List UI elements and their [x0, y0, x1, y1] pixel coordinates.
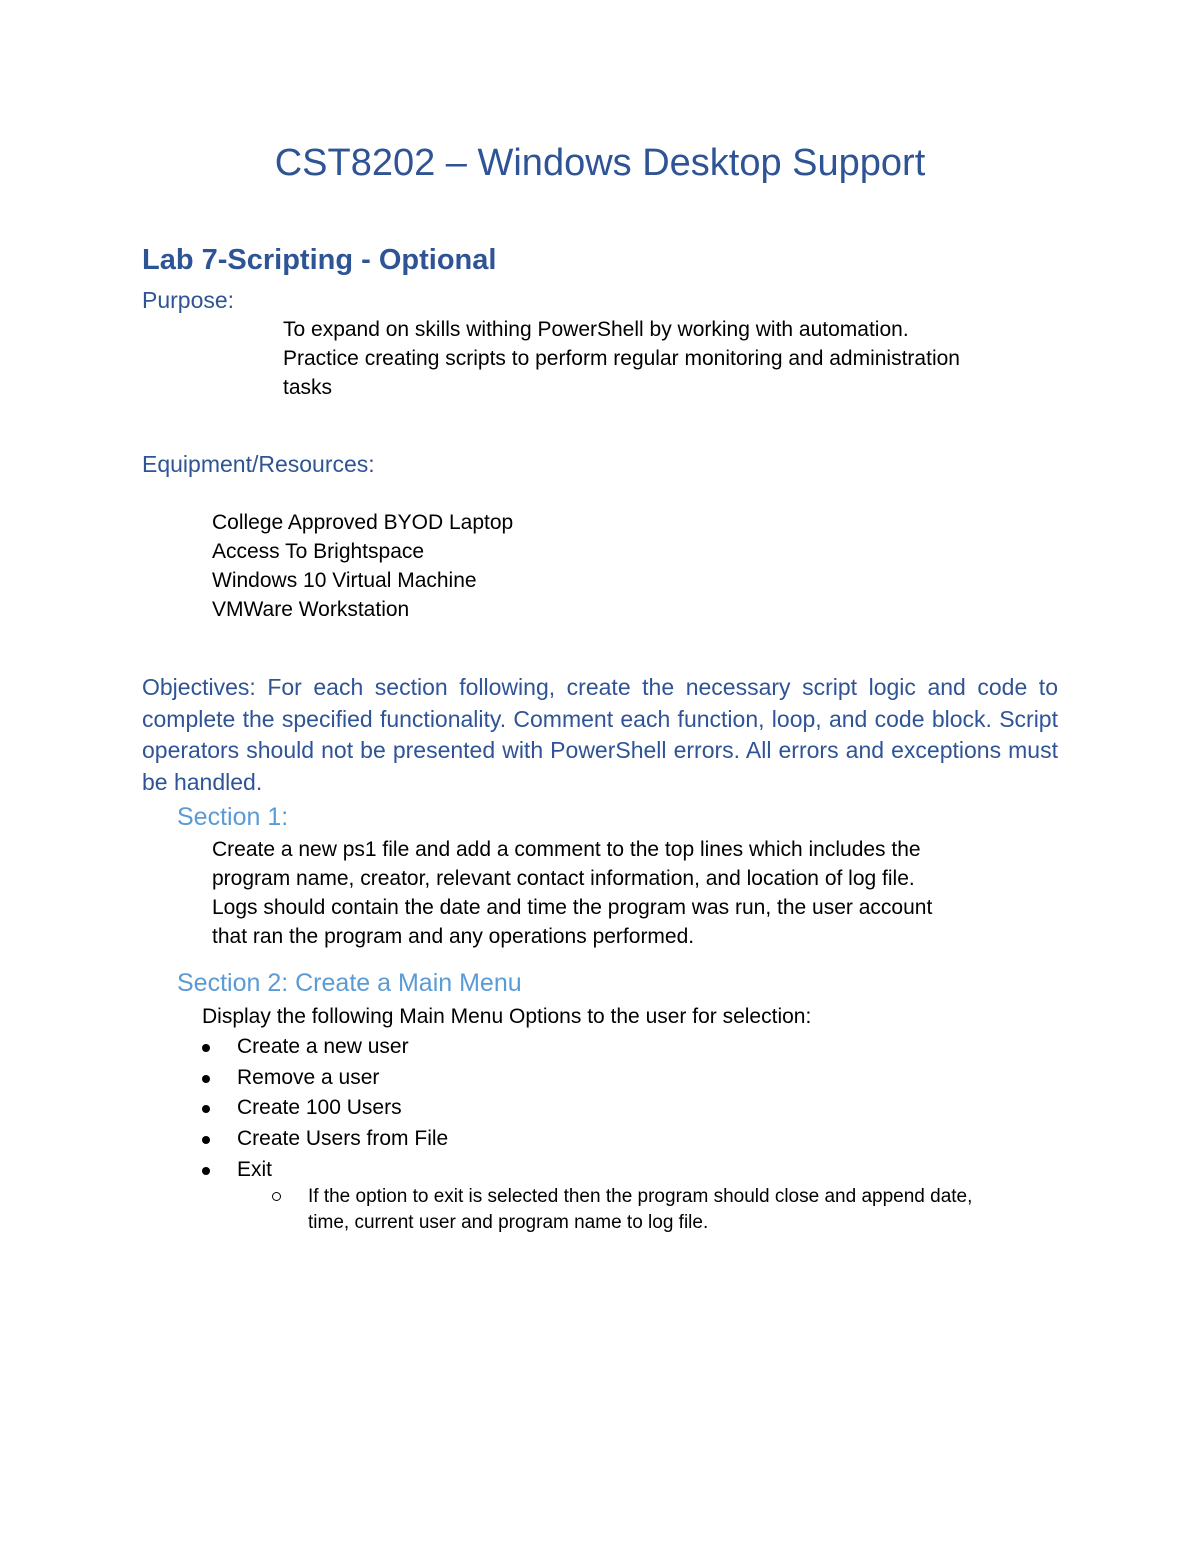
- menu-option-label: Remove a user: [237, 1065, 380, 1089]
- menu-option-label: Create Users from File: [237, 1127, 449, 1151]
- document-title: CST8202 – Windows Desktop Support: [274, 142, 926, 184]
- bullet-icon: [202, 1167, 210, 1175]
- objectives-paragraph: Objectives: For each section following, create the necessary script logic and code to complete the specified functionality. Comment each function, loop, and code block. Script operators should not be presented with PowerShell errors. All errors and exceptions must be handled.: [142, 674, 1058, 795]
- section-1-line: program name, creator, relevant contact information, and location of log file.: [212, 867, 915, 890]
- hollow-bullet-icon: [272, 1192, 281, 1201]
- equipment-item: Access To Brightspace: [212, 540, 425, 563]
- purpose-text: [283, 315, 960, 402]
- list-item: [198, 1063, 448, 1094]
- lab-heading: Lab 7-Scripting - Optional: [142, 244, 497, 276]
- equipment-item: VMWare Workstation: [212, 598, 410, 621]
- bullet-icon: [202, 1044, 210, 1052]
- bullet-icon: [202, 1075, 210, 1083]
- equipment-label: Equipment/Resources:: [142, 451, 375, 477]
- list-item: [198, 1032, 448, 1063]
- section-2-intro: Display the following Main Menu Options to the user for selection:: [202, 1005, 812, 1028]
- section-1-line: that ran the program and any operations performed.: [212, 925, 695, 948]
- exit-note: [308, 1184, 1068, 1236]
- section-2-heading: Section 2: Create a Main Menu: [177, 969, 522, 997]
- list-item: [198, 1124, 448, 1155]
- purpose-line: Practice creating scripts to perform regular monitoring and administration: [283, 347, 960, 370]
- equipment-item: College Approved BYOD Laptop: [212, 511, 514, 534]
- purpose-label: Purpose:: [142, 287, 235, 313]
- bullet-icon: [202, 1136, 210, 1144]
- section-1-line: Logs should contain the date and time the program was run, the user account: [212, 896, 933, 919]
- bullet-icon: [202, 1105, 210, 1113]
- purpose-line: tasks: [283, 376, 333, 399]
- section-1-line: Create a new ps1 file and add a comment to the top lines which includes the: [212, 838, 921, 861]
- equipment-item: Windows 10 Virtual Machine: [212, 569, 477, 592]
- equipment-list: [212, 508, 513, 624]
- main-menu-options-list: [198, 1032, 448, 1186]
- menu-option-label: Create 100 Users: [237, 1096, 402, 1120]
- exit-note-line: time, current user and program name to log file.: [308, 1212, 709, 1233]
- list-item: [198, 1155, 448, 1186]
- menu-option-label: Create a new user: [237, 1035, 409, 1058]
- section-1-text: [212, 835, 932, 951]
- menu-option-label: Exit: [237, 1157, 273, 1181]
- exit-note-line: If the option to exit is selected then the program should close and append date,: [308, 1186, 973, 1207]
- list-item: [198, 1093, 448, 1124]
- purpose-line: To expand on skills withing PowerShell by working with automation.: [283, 318, 909, 341]
- section-1-heading: Section 1:: [177, 803, 289, 831]
